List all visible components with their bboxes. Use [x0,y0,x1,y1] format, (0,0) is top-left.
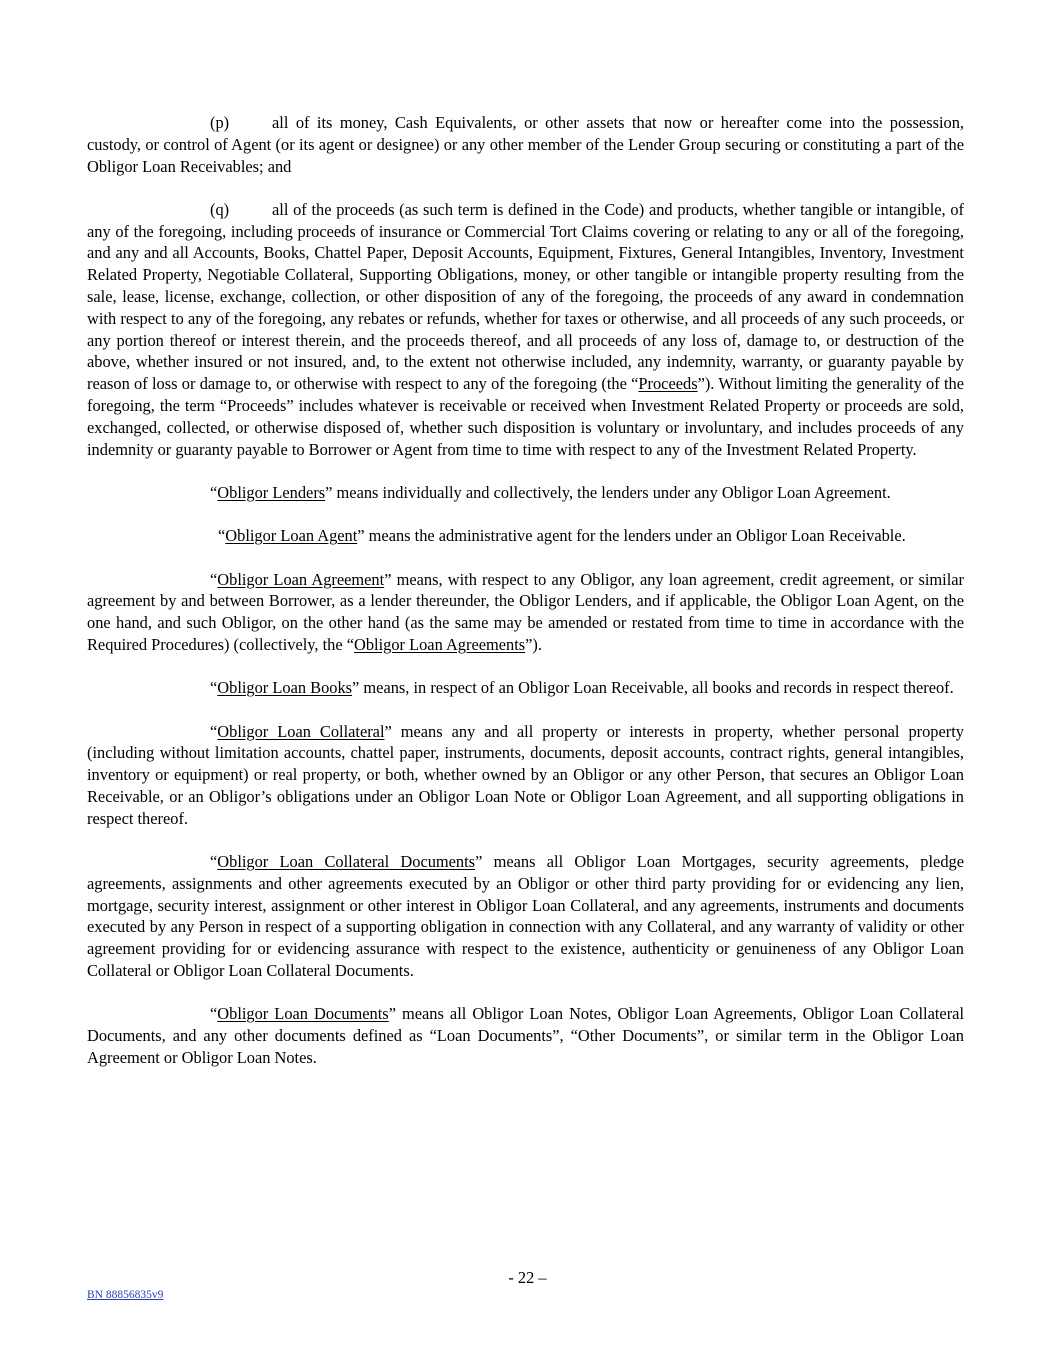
clause-marker: (p) [210,113,230,132]
clause-p [87,112,964,177]
document-body [87,112,964,1069]
definition-obligor-loan-agreement: “Obligor Loan Agreement” means, with respect to any Obligor, any loan agreement, credit agreement, or similar agreement by and between Borrower, as a lender thereunder, the Obligor Lenders, and if applicable, the Obligor Loan Agent, on the one hand, and such Obligor, on the other hand (as the same may be amended or restated from time to time in accordance with the Required Procedures) (collectively, the “Obligor Loan Agreements”). [87,569,964,654]
definition-obligor-loan-books: “Obligor Loan Books” means, in respect of an Obligor Loan Receivable, all books and records in respect thereof. [210,678,954,698]
defined-term: Obligor Loan Agreement [217,569,385,589]
definition-obligor-loan-documents: “Obligor Loan Documents” means all Obligor Loan Notes, Obligor Loan Agreements, Obligor Loan Collateral Documents, and any other documents defined as “Loan Documents”, “Other Documents”, or similar term in the Obligor Loan Agreement or Obligor Loan Notes. [87,1004,964,1067]
definition-text: ” means all Obligor Loan Mortgages, security agreements, pledge agreements, assignments and other agreements executed by an Obligor or other third party providing for or evidencing any lien, mortgage, security interest, assignment or other interest in Obligor Loan Collateral, and any agreements, instruments and documents executed by any Person in respect of a supporting obligation in connection with any Collateral, and any warranty of validity or other agreement providing for or evidencing assurance with respect to the existence, authenticity or genuineness of any Obligor Loan Collateral or Obligor Loan Collateral Documents. [87,852,964,980]
definition-text: ”). [525,634,542,654]
definition-text: ” means individually and collectively, the lenders under any Obligor Loan Agreement. [325,482,891,502]
definition-obligor-loan-agent: “Obligor Loan Agent” means the administrative agent for the lenders under an Obligor Loan Receivable. [218,526,906,546]
definition-text: ” means any and all property or interests in property, whether personal property (including without limitation accounts, chattel paper, instruments, documents, deposit accounts, contract rights, general intangibles, inventory or equipment) or real property, or both, whether owned by an Obligor or any other Person, that secures an Obligor Loan Receivable, or an Obligor’s obligations under an Obligor Loan Note or Obligor Loan Agreement, and all supporting obligations in respect thereof. [87,721,964,828]
definition-obligor-lenders: “Obligor Lenders” means individually and collectively, the lenders under any Obligor Loan Agreement. [210,482,891,502]
defined-term: Obligor Loan Agent [225,526,358,546]
document-id-link[interactable]: BN 88856835v9 [87,1289,164,1301]
clause-text: ”). Without limiting the generality of the foregoing, the term “Proceeds” includes whatever is receivable or received when Investment Related Property or proceeds are sold, exchanged, collected, or otherwise disposed of, whether such disposition is voluntary or involuntary, and includes proceeds of any indemnity or guaranty payable to Borrower or Agent from time to time with respect to any of the Investment Related Property. [87,374,965,459]
defined-term: Obligor Loan Documents [217,1004,389,1024]
defined-term: Obligor Loan Collateral [217,721,385,741]
clause-marker: (q) [210,199,230,219]
defined-term: Obligor Loan Agreements [354,634,526,654]
page-number: - 22 – [508,1268,547,1287]
clause-q [87,199,964,461]
defined-term: Obligor Loan Collateral Documents [217,852,476,872]
defined-term: Proceeds [638,374,698,394]
clause-text: all of the proceeds (as such term is defined in the Code) and products, whether tangible or intangible, of any of the foregoing, including proceeds of insurance or Commercial Tort Claims covering or relating to any or all of the foregoing, and any and all Accounts, Books, Chattel Paper, Deposit Accounts, Equipment, Fixtures, General Intangibles, Inventory, Investment Related Property, Negotiable Collateral, Supporting Obligations, money, or other tangible or intangible property resulting from the sale, lease, license, exchange, collection, or other disposition of any of the foregoing, the proceeds of any award in condemnation with respect to any of the foregoing, any rebates or refunds, whether for taxes or otherwise, and all proceeds of any such proceeds, or any portion thereof or interest therein, and the proceeds thereof, and all proceeds of any loss of, damage to, or destruction of the above, whether insured or not insured, and, to the extent not otherwise included, any indemnity, warranty, or guaranty payable by reason of loss or damage to, or otherwise with respect to any of the foregoing (the “ [87,199,964,394]
definition-text: ” means all Obligor Loan Notes, Obligor Loan Agreements, Obligor Loan Collateral Documents, and any other documents defined as “Loan Documents”, “Other Documents”, or similar term in the Obligor Loan Agreement or Obligor Loan Notes. [87,1004,964,1067]
definition-text: ” means the administrative agent for the lenders under an Obligor Loan Receivable. [357,526,906,546]
defined-term: Obligor Loan Books [217,678,353,698]
definition-obligor-loan-collateral-documents: “Obligor Loan Collateral Documents” means all Obligor Loan Mortgages, security agreements, pledge agreements, assignments and other agreements executed by an Obligor or other third party providing for or evidencing any lien, mortgage, security interest, assignment or other interest in Obligor Loan Collateral, and any agreements, instruments and documents executed by any Person in respect of a supporting obligation in connection with any Collateral, and any warranty of validity or other agreement providing for or evidencing assurance with respect to the existence, authenticity or genuineness of any Obligor Loan Collateral or Obligor Loan Collateral Documents. [87,852,964,980]
definition-text: ” means, with respect to any Obligor, any loan agreement, credit agreement, or similar agreement by and between Borrower, as a lender thereunder, the Obligor Lenders, and if applicable, the Obligor Loan Agent, on the one hand, and such Obligor, on the other hand (as the same may be amended or restated from time to time in accordance with the Required Procedures) (collectively, the “ [87,569,964,654]
defined-term: Obligor Lenders [217,482,326,502]
definition-obligor-loan-collateral: “Obligor Loan Collateral” means any and all property or interests in property, whether personal property (including without limitation accounts, chattel paper, instruments, documents, deposit accounts, contract rights, general intangibles, inventory or equipment) or real property, or both, whether owned by an Obligor or any other Person, that secures an Obligor Loan Receivable, or an Obligor’s obligations under an Obligor Loan Note or Obligor Loan Agreement, and all supporting obligations in respect thereof. [87,721,964,828]
definition-text: ” means, in respect of an Obligor Loan Receivable, all books and records in respect thereof. [352,678,954,698]
clause-text: all of its money, Cash Equivalents, or other assets that now or hereafter come into the possession, custody, or control of Agent (or its agent or designee) or any other member of the Lender Group securing or constituting a part of the Obligor Loan Receivables; and [87,113,964,176]
